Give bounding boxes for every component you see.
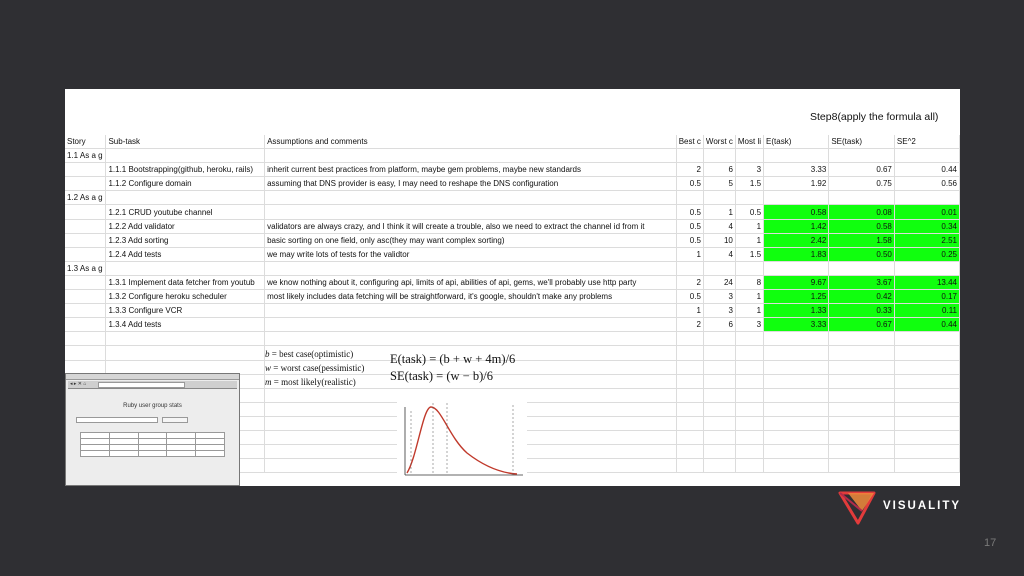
empty-cell	[764, 332, 829, 346]
empty-cell	[829, 388, 895, 402]
empty-cell	[764, 346, 829, 360]
worst-case-value: 4	[703, 247, 735, 261]
brand-name: VISUALITY	[883, 500, 962, 512]
empty-cell	[894, 445, 959, 459]
se-squared-value: 0.17	[894, 290, 959, 304]
header-row	[65, 135, 960, 149]
empty-cell	[735, 332, 763, 346]
empty-cell	[703, 459, 735, 473]
se-squared-value: 0.25	[894, 247, 959, 261]
standard-error-value: 0.33	[829, 304, 895, 318]
column-header: Assumptions and comments	[265, 135, 677, 149]
standard-error-value: 0.75	[829, 177, 895, 191]
column-header: Best c	[676, 135, 703, 149]
visuality-logo-icon	[838, 489, 876, 525]
empty-cell	[829, 149, 895, 163]
task-row	[65, 205, 960, 219]
most-likely-value: 1	[735, 304, 763, 318]
expected-value: 1.83	[764, 247, 829, 261]
subtask-label: 1.3.3 Configure VCR	[106, 304, 265, 318]
se-squared-value: 0.56	[894, 177, 959, 191]
empty-cell	[829, 191, 895, 205]
most-likely-value: 0.5	[735, 205, 763, 219]
step-title: Step8(apply the formula all)	[810, 111, 939, 123]
empty-cell	[735, 346, 763, 360]
expected-value: 1.42	[764, 219, 829, 233]
expected-value: 1.92	[764, 177, 829, 191]
subtask-label: 1.3.4 Add tests	[106, 318, 265, 332]
se-squared-value: 0.44	[894, 163, 959, 177]
story-row	[65, 261, 960, 275]
wireframe-address-bar	[68, 381, 237, 389]
empty-cell	[65, 332, 106, 346]
assumption-comment	[265, 205, 677, 219]
empty-cell	[676, 459, 703, 473]
standard-error-value: 0.50	[829, 247, 895, 261]
empty-cell	[65, 360, 106, 374]
column-header: E(task)	[764, 135, 829, 149]
empty-cell	[735, 374, 763, 388]
empty-cell	[65, 219, 106, 233]
expected-value: 2.42	[764, 233, 829, 247]
worst-case-value: 6	[703, 318, 735, 332]
empty-cell	[65, 177, 106, 191]
app-wireframe	[65, 373, 240, 486]
most-likely-value: 3	[735, 318, 763, 332]
empty-cell	[676, 360, 703, 374]
best-case-value: 0.5	[676, 290, 703, 304]
empty-cell	[703, 416, 735, 430]
wireframe-button	[162, 417, 188, 423]
spreadsheet	[65, 89, 960, 486]
empty-cell	[65, 275, 106, 289]
best-case-value: 2	[676, 275, 703, 289]
empty-cell	[65, 205, 106, 219]
empty-cell	[703, 430, 735, 444]
empty-cell	[676, 191, 703, 205]
wireframe-table	[80, 432, 225, 457]
standard-error-value: 0.42	[829, 290, 895, 304]
assumption-comment: inherit current best practices from platform, maybe gem problems, maybe new standards	[265, 163, 677, 177]
empty-cell	[894, 416, 959, 430]
e-formula: E(task) = (b + w + 4m)/6	[390, 352, 516, 366]
wireframe-input	[76, 417, 158, 423]
subtask-label: 1.1.2 Configure domain	[106, 177, 265, 191]
assumption-comment: assuming that DNS provider is easy, I may need to reshape the DNS configuration	[265, 177, 677, 191]
empty-cell	[106, 332, 265, 346]
subtask-label: 1.2.3 Add sorting	[106, 233, 265, 247]
empty-cell	[735, 360, 763, 374]
most-likely-value: 1	[735, 233, 763, 247]
assumption-comment: we know nothing about it, configuring api, limits of api, abilities of api, gems, we'll probably use http party	[265, 275, 677, 289]
empty-cell	[764, 430, 829, 444]
best-case-value: 0.5	[676, 205, 703, 219]
empty-cell	[735, 191, 763, 205]
empty-cell	[703, 402, 735, 416]
most-likely-value: 8	[735, 275, 763, 289]
most-likely-value: 1.5	[735, 247, 763, 261]
se-squared-value: 0.34	[894, 219, 959, 233]
worst-case-value: 6	[703, 163, 735, 177]
assumption-comment: we may write lots of tests for the validtor	[265, 247, 677, 261]
subtask-label: 1.2.1 CRUD youtube channel	[106, 205, 265, 219]
column-header: Most li	[735, 135, 763, 149]
variable-legend: b = best case(optimistic) w = worst case(pessimistic) m = most likely(realistic)	[265, 349, 365, 387]
task-row	[65, 233, 960, 247]
standard-error-value: 0.08	[829, 205, 895, 219]
empty-cell	[735, 402, 763, 416]
empty-cell	[829, 360, 895, 374]
empty-cell	[106, 360, 265, 374]
empty-cell	[265, 332, 677, 346]
task-row	[65, 177, 960, 191]
page-number: 17	[984, 537, 997, 549]
empty-cell	[764, 360, 829, 374]
empty-cell	[265, 261, 677, 275]
assumption-comment: most likely includes data fetching will be straightforward, it's google, shouldn't make any problems	[265, 290, 677, 304]
se-squared-value: 2.51	[894, 233, 959, 247]
se-squared-value: 0.44	[894, 318, 959, 332]
standard-error-value: 3.67	[829, 275, 895, 289]
task-row	[65, 247, 960, 261]
assumption-comment	[265, 304, 677, 318]
browser-controls-icon: ◂ ▸ ✕ ⌂	[70, 381, 87, 387]
task-row	[65, 219, 960, 233]
empty-cell	[764, 459, 829, 473]
column-header: Story	[65, 135, 106, 149]
empty-cell	[894, 430, 959, 444]
expected-value: 1.33	[764, 304, 829, 318]
story-label: 1.3 As a g	[65, 261, 106, 275]
empty-cell	[676, 445, 703, 459]
empty-cell	[829, 261, 895, 275]
empty-cell	[265, 191, 677, 205]
empty-cell	[676, 374, 703, 388]
subtask-label: 1.2.4 Add tests	[106, 247, 265, 261]
empty-cell	[703, 332, 735, 346]
empty-cell	[829, 416, 895, 430]
empty-cell	[829, 445, 895, 459]
empty-cell	[735, 416, 763, 430]
column-header: SE(task)	[829, 135, 895, 149]
empty-cell	[764, 261, 829, 275]
empty-cell	[894, 388, 959, 402]
empty-cell	[735, 261, 763, 275]
empty-cell	[65, 304, 106, 318]
expected-value: 0.58	[764, 205, 829, 219]
standard-error-value: 0.67	[829, 318, 895, 332]
empty-cell	[764, 374, 829, 388]
wireframe-form	[76, 417, 188, 423]
empty-cell	[676, 388, 703, 402]
empty-cell	[894, 332, 959, 346]
empty-cell	[703, 445, 735, 459]
empty-cell	[829, 374, 895, 388]
se-squared-value: 13.44	[894, 275, 959, 289]
worst-case-value: 3	[703, 290, 735, 304]
empty-cell	[764, 416, 829, 430]
subtask-label: 1.1.1 Bootstrapping(github, heroku, rails)	[106, 163, 265, 177]
empty-cell	[106, 346, 265, 360]
story-label: 1.1 As a g	[65, 149, 106, 163]
worst-case-value: 4	[703, 219, 735, 233]
empty-cell	[676, 332, 703, 346]
empty-cell	[764, 402, 829, 416]
expected-value: 3.33	[764, 318, 829, 332]
empty-cell	[703, 346, 735, 360]
subtask-label: 1.2.2 Add validator	[106, 219, 265, 233]
empty-cell	[829, 346, 895, 360]
empty-cell	[65, 247, 106, 261]
empty-cell	[829, 402, 895, 416]
expected-value: 3.33	[764, 163, 829, 177]
best-case-value: 1	[676, 304, 703, 318]
expected-value: 9.67	[764, 275, 829, 289]
assumption-comment	[265, 318, 677, 332]
worst-case-value: 1	[703, 205, 735, 219]
worst-case-value: 24	[703, 275, 735, 289]
empty-cell	[894, 360, 959, 374]
wireframe-url	[98, 382, 185, 388]
empty-cell	[65, 163, 106, 177]
empty-cell	[676, 149, 703, 163]
column-header: Sub-task	[106, 135, 265, 149]
most-likely-value: 3	[735, 163, 763, 177]
empty-cell	[703, 388, 735, 402]
empty-cell	[735, 445, 763, 459]
se-squared-value: 0.11	[894, 304, 959, 318]
best-case-value: 1	[676, 247, 703, 261]
assumption-comment: validators are always crazy, and I think it will create a trouble, also we need to extract the channel id from it	[265, 219, 677, 233]
empty-cell	[703, 261, 735, 275]
best-case-value: 2	[676, 318, 703, 332]
best-case-value: 0.5	[676, 177, 703, 191]
most-likely-value: 1	[735, 219, 763, 233]
empty-cell	[894, 459, 959, 473]
subtask-label: 1.3.2 Configure heroku scheduler	[106, 290, 265, 304]
empty-cell	[894, 261, 959, 275]
empty-cell	[106, 149, 265, 163]
empty-cell	[65, 318, 106, 332]
subtask-label: 1.3.1 Implement data fetcher from youtub	[106, 275, 265, 289]
empty-cell	[735, 388, 763, 402]
assumption-comment: basic sorting on one field, only asc(they may want complex sorting)	[265, 233, 677, 247]
standard-error-value: 0.67	[829, 163, 895, 177]
empty-cell	[829, 459, 895, 473]
empty-cell	[735, 149, 763, 163]
best-case-value: 0.5	[676, 233, 703, 247]
formulas	[390, 351, 515, 385]
worst-case-value: 5	[703, 177, 735, 191]
task-row	[65, 318, 960, 332]
expected-value: 1.25	[764, 290, 829, 304]
se-squared-value: 0.01	[894, 205, 959, 219]
empty-cell	[703, 374, 735, 388]
empty-cell	[764, 149, 829, 163]
se-formula: SE(task) = (w − b)/6	[390, 369, 493, 383]
empty-cell	[703, 149, 735, 163]
empty-cell	[676, 402, 703, 416]
best-case-value: 2	[676, 163, 703, 177]
wireframe-heading: Ruby user group stats	[123, 403, 182, 409]
wireframe-titlebar	[66, 374, 239, 380]
distribution-curve-figure	[397, 397, 527, 483]
task-row	[65, 304, 960, 318]
empty-cell	[676, 430, 703, 444]
column-header: SE^2	[894, 135, 959, 149]
task-row	[65, 290, 960, 304]
empty-cell	[65, 233, 106, 247]
column-header: Worst c	[703, 135, 735, 149]
empty-cell	[894, 191, 959, 205]
empty-cell	[676, 261, 703, 275]
empty-cell	[676, 346, 703, 360]
empty-cell	[764, 191, 829, 205]
story-row	[65, 191, 960, 205]
story-label: 1.2 As a g	[65, 191, 106, 205]
empty-cell	[106, 191, 265, 205]
empty-cell	[676, 416, 703, 430]
worst-case-value: 10	[703, 233, 735, 247]
standard-error-value: 1.58	[829, 233, 895, 247]
empty-cell	[735, 430, 763, 444]
worst-case-value: 3	[703, 304, 735, 318]
empty-row	[65, 332, 960, 346]
standard-error-value: 0.58	[829, 219, 895, 233]
story-row	[65, 149, 960, 163]
most-likely-value: 1	[735, 290, 763, 304]
empty-cell	[735, 459, 763, 473]
empty-cell	[703, 360, 735, 374]
empty-cell	[894, 402, 959, 416]
best-case-value: 0.5	[676, 219, 703, 233]
empty-cell	[764, 388, 829, 402]
empty-cell	[764, 445, 829, 459]
most-likely-value: 1.5	[735, 177, 763, 191]
empty-cell	[265, 149, 677, 163]
empty-cell	[894, 149, 959, 163]
empty-cell	[106, 261, 265, 275]
empty-cell	[65, 290, 106, 304]
task-row	[65, 163, 960, 177]
empty-cell	[894, 374, 959, 388]
empty-cell	[703, 191, 735, 205]
empty-cell	[894, 346, 959, 360]
empty-cell	[829, 332, 895, 346]
task-row	[65, 275, 960, 289]
empty-cell	[65, 346, 106, 360]
empty-cell	[829, 430, 895, 444]
